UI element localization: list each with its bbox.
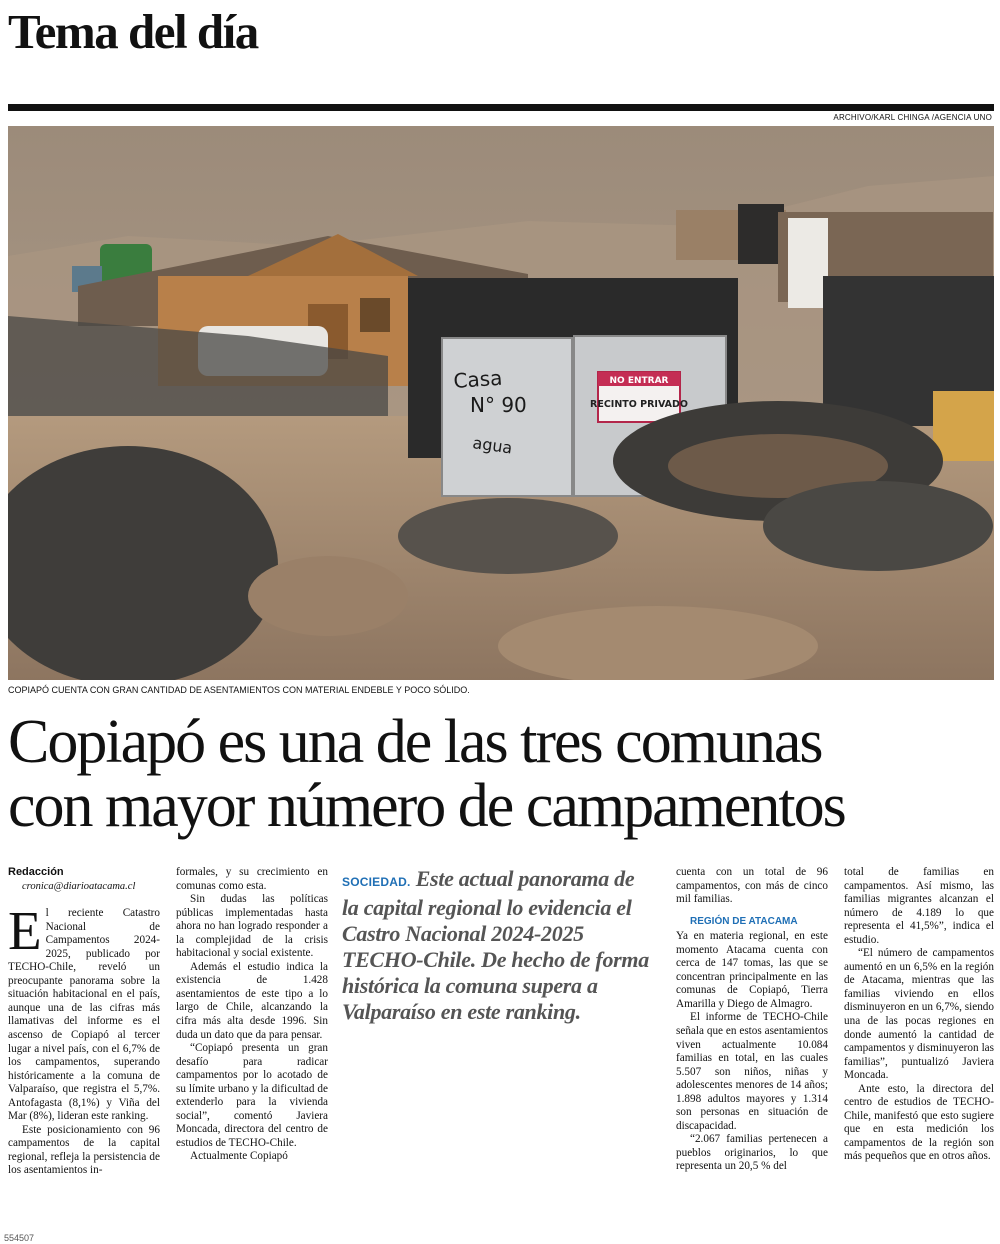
paragraph: total de familias en campamentos. Así mismo, las familias migrantes alcanzan el número de 4.189 lo que representa el 41,5%”, indica el estudio. [844,866,994,946]
photo-credit: ARCHIVO/KARL CHINGA /AGENCIA UNO [833,113,992,122]
paragraph: “Copiapó presenta un gran desafío para radicar campamentos por lo acotado de su límite urbano y la dificultad de extenderlo para la vivienda social”, comentó Javiera Moncada, directora del centro de estudios de TECHO-Chile. [176,1042,328,1149]
author-email: cronica@diarioatacama.cl [22,880,136,892]
graffiti-text-2: N° 90 [470,393,527,417]
lead-paragraph [342,866,654,1025]
lead-kicker: SOCIEDAD. [342,875,411,889]
subheading: REGIÓN DE ATACAMA [690,915,798,927]
paragraph: Ya en materia regional, en este momento Atacama cuenta con cerca de 147 tomas, las que se concentran principalmente en las comunas de Copiapó, Tierra Amarilla y Diego de Almagro. [676,930,828,1010]
sign-bottom-text: RECINTO PRIVADO [590,399,688,410]
paragraph: Sin dudas las políticas públicas implementadas hasta ahora no han logrado responder a la complejidad de la crisis habitacional y social existente. [176,893,328,960]
photo-caption: COPIAPÓ CUENTA CON GRAN CANTIDAD DE ASENTAMIENTOS CON MATERIAL ENDEBLE Y POCO SÓLIDO. [8,685,470,695]
paragraph: cuenta con un total de 96 campamentos, con más de cinco mil familias. [676,866,828,906]
paragraph: Ante esto, la directora del centro de estudios de TECHO-Chile, manifestó que esto sugiere que en esta medición los campamentos de la región son más pequeños que en otros años. [844,1082,994,1163]
paragraph: “El número de campamentos aumentó en un 6,5% en la región de Atacama, mientras que las familias viviendo en ellos disminuyeron en un 6,7%, siendo una de las pocas regiones en donde aumentó la cantidad de campamentos y disminuyeron las familias”, puntualizó Javiera Moncada. [844,947,994,1082]
photo-illustration [8,126,994,680]
article-column-1 [8,866,160,1178]
headline [8,710,998,838]
headline-line-1: Copiapó es una de las tres comunas [8,708,822,776]
drop-cap: E [8,900,42,962]
graffiti-text-1: Casa [452,365,504,393]
graffiti-text-3: agua [471,433,514,458]
article-column-4 [844,866,994,1164]
byline: Redacción [8,866,64,878]
header-rule [8,104,994,111]
sign-top-text: NO ENTRAR [609,376,669,386]
article-column-2 [176,866,328,1164]
paragraph: Este posicionamiento con 96 campamentos de la capital regional, refleja la persistencia de los asentamientos in- [8,1123,160,1177]
headline-line-2: con mayor número de campamentos [8,772,845,840]
article-column-3 [676,866,828,1174]
article-photo [8,126,994,680]
section-title: Tema del día [8,4,258,59]
paragraph: El informe de TECHO-Chile señala que en estos asentamientos viven actualmente 10.084 familias en total, en las cuales 5.507 son niños, niñas y adolescentes menores de 14 años; 1.898 adultos mayores y 1.314 son personas en situación de discapacidad. [676,1011,828,1132]
paragraph: formales, y su crecimiento en comunas como esta. [176,866,328,892]
paragraph: Actualmente Copiapó [190,1150,288,1163]
page-code: 554507 [4,1233,35,1243]
paragraph: “2.067 familias pertenecen a pueblos originarios, lo que representa un 20,5 % del [676,1133,828,1173]
lead-text: Este actual panorama de la capital regional lo evidencia el Castro Nacional 2024-2025 TECHO-Chile. De hecho de forma histórica la comuna supera a Valparaíso en este ranking. [342,866,649,1024]
paragraph: El reciente Catastro Nacional de Campamentos 2024-2025, publicado por TECHO-Chile, reveló un preocupante panorama sobre la situación habitacional en el país, aunque una de las cifras más llamativas del informe es el ascenso de Copiapó al tercer lugar a nivel país, con el 6,7% de los campamentos, superando históricamente a la comuna de Valparaíso, que registra el 5,7%. Antofagasta (8,1%) y Viña del Mar (8%), lideran este ranking. [8,900,160,1123]
paragraph: Además el estudio indica la existencia de 1.428 asentamientos de este tipo a lo largo de Chile, alcanzando la cifra más alta desde 1996. Sin duda un dato que da para pensar. [176,960,328,1041]
